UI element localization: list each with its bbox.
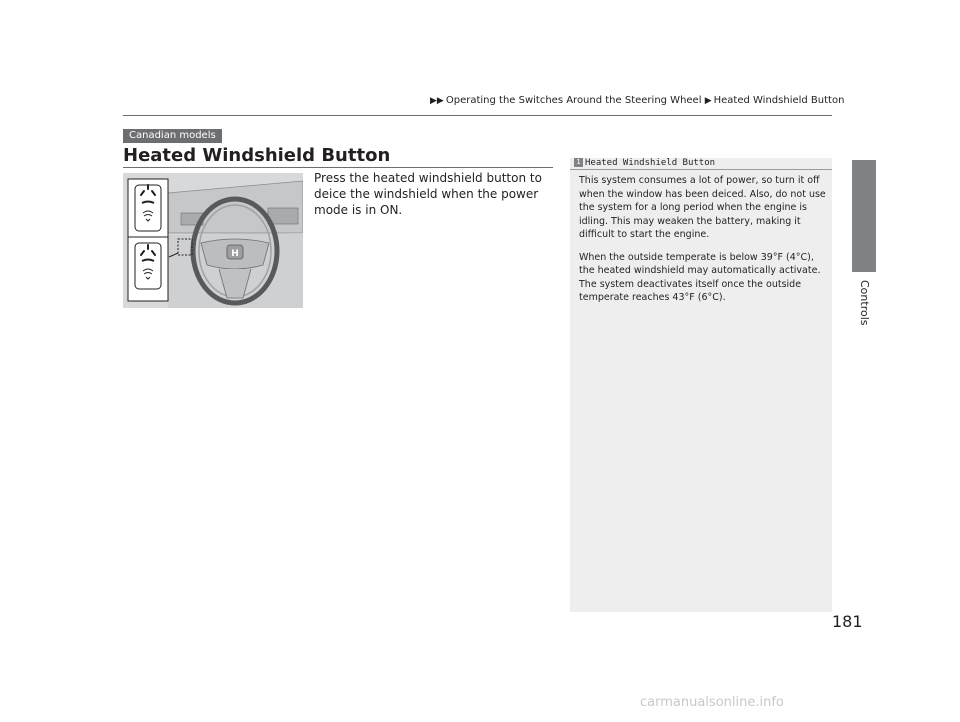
note-title-text: Heated Windshield Button: [585, 158, 716, 168]
breadcrumb-current: Heated Windshield Button: [713, 95, 845, 106]
watermark: carmanualsonline.info: [640, 695, 784, 710]
breadcrumb: [430, 95, 844, 106]
section-body: Press the heated windshield button to deice the windshield when the power mode is in ON.: [314, 171, 542, 217]
note-paragraph-2: When the outside temperate is below 39°F (4°C), the heated windshield may automatically activate. The system deactivates itself once the outside temperate reaches 43°F (6°C).: [579, 251, 821, 303]
note-text: [579, 174, 827, 314]
page-number: 181: [832, 612, 863, 631]
note-paragraph-1: This system consumes a lot of power, so turn it off when the window has been deiced. Also, do not use the system for a long period when the engine is idling. This may weaken the battery, making it difficult to start the engine.: [579, 175, 826, 240]
section-title: Heated Windshield Button: [123, 145, 391, 166]
side-tab: [852, 160, 876, 272]
svg-text:H: H: [231, 249, 239, 259]
header-rule: [123, 115, 832, 116]
arrow-icon: ▶: [704, 96, 712, 106]
note-marker-icon: 1: [574, 158, 583, 167]
title-rule: [123, 167, 553, 168]
note-title: [574, 158, 715, 168]
side-tab-label: Controls: [858, 280, 871, 326]
model-tag: Canadian models: [123, 129, 222, 143]
dashboard-illustration: [123, 173, 303, 308]
double-arrow-icon: ▶▶: [430, 96, 444, 106]
breadcrumb-parent[interactable]: Operating the Switches Around the Steering Wheel: [445, 95, 702, 106]
dashboard-figure: [123, 173, 303, 308]
note-rule: [570, 169, 832, 170]
